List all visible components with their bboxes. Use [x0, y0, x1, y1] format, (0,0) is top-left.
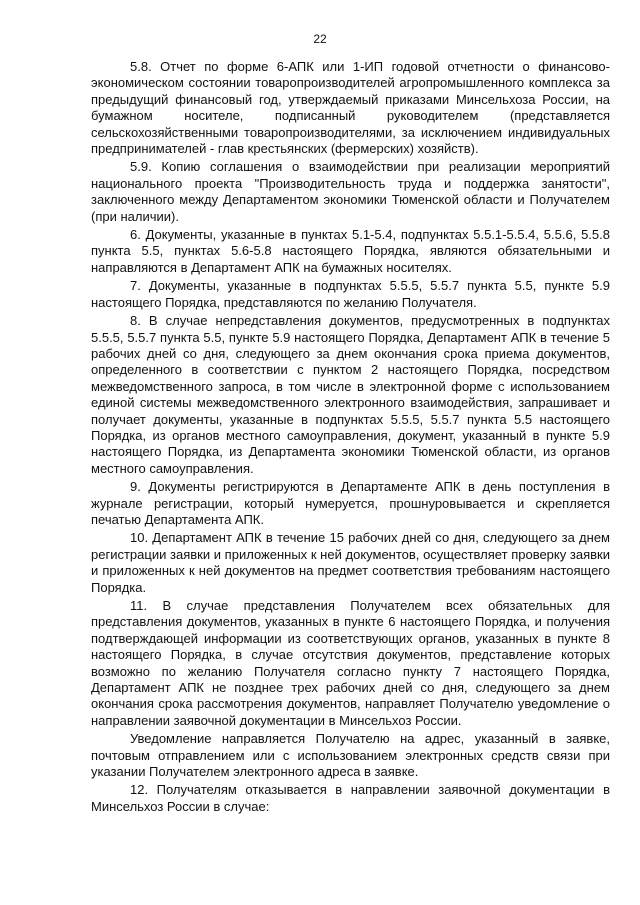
paragraph-10: 10. Департамент АПК в течение 15 рабочих дней со дня, следующего за днем регистрации заявки и приложенных к ней документов, осуществляет проверку заявки и приложенных к ней документов на предмет соответствия требованиям настоящего Порядка.: [91, 530, 610, 595]
paragraph-8: 8. В случае непредставления документов, предусмотренных в подпунктах 5.5.5, 5.5.7 пункта 5.5, пункте 5.9 настоящего Порядка, Департамент АПК в течение 5 рабочих дней со дня, следующего за днем окончания срока приема документов, определенного в соответствии с пунктом 2 настоящего Порядка, посредством межведомственного запроса, в том числе в электронной форме с использованием единой системы межведомственного электронного взаимодействия, запрашивает и получает документы, указанные в подпунктах 5.5.5, 5.5.7 пункта 5.5 настоящего Порядка, из органов местного самоуправления, документ, указанный в пункте 5.9 настоящего Порядка, из Департамента экономики Тюменской области, из органов местного самоуправления.: [91, 313, 610, 476]
document-body: [91, 59, 610, 817]
paragraph-9: 9. Документы регистрируются в Департаменте АПК в день поступления в журнале регистрации, который нумеруется, прошнуровывается и скрепляется печатью Департамента АПК.: [91, 479, 610, 527]
page-number: 22: [313, 32, 327, 46]
paragraph-7: 7. Документы, указанные в подпунктах 5.5.5, 5.5.7 пункта 5.5, пункте 5.9 настоящего Порядка, представляются по желанию Получателя.: [91, 278, 610, 310]
paragraph-notification: Уведомление направляется Получателю на адрес, указанный в заявке, почтовым отправлением или с использованием электронных средств связи при указании Получателем электронного адреса в заявке.: [91, 731, 610, 780]
paragraph-11: 11. В случае представления Получателем всех обязательных для представления документов, указанных в пункте 6 настоящего Порядка, и получения подтверждающей информации из соответствующих органов, указанных в пункте 8 настоящего Порядка, в случае отсутствия документов, представление которых возможно по желанию Получателя согласно пункту 7 настоящего Порядка, Департамент АПК не позднее трех рабочих дней со дня, следующего за днем окончания срока рассмотрения документов, направляет Получателю уведомление о направлении заявочной документации в Минсельхоз России.: [91, 598, 610, 728]
paragraph-5-9: 5.9. Копию соглашения о взаимодействии при реализации мероприятий национального проекта "Производительность труда и поддержка занятости", заключенного между Департаментом экономики Тюменской области и Получателем (при наличии).: [91, 159, 610, 224]
paragraph-12: 12. Получателям отказывается в направлении заявочной документации в Минсельхоз России в случае:: [91, 782, 610, 814]
paragraph-6: 6. Документы, указанные в пунктах 5.1-5.4, подпунктах 5.5.1-5.5.4, 5.5.6, 5.5.8 пункта 5.5, пунктах 5.6-5.8 настоящего Порядка, являются обязательными и направляются в Департамент АПК на бумажных носителях.: [91, 227, 610, 275]
paragraph-5-8: 5.8. Отчет по форме 6-АПК или 1-ИП годовой отчетности о финансово-экономическом состоянии товаропроизводителей агропромышленного комплекса за предыдущий финансовый год, утверждаемый приказами Минсельхоза России, на бумажном носителе, подписанный руководителем (представляется сельскохозяйственными товаропроизводителями, за исключением индивидуальных предпринимателей - глав крестьянских (фермерских) хозяйств).: [91, 59, 610, 157]
